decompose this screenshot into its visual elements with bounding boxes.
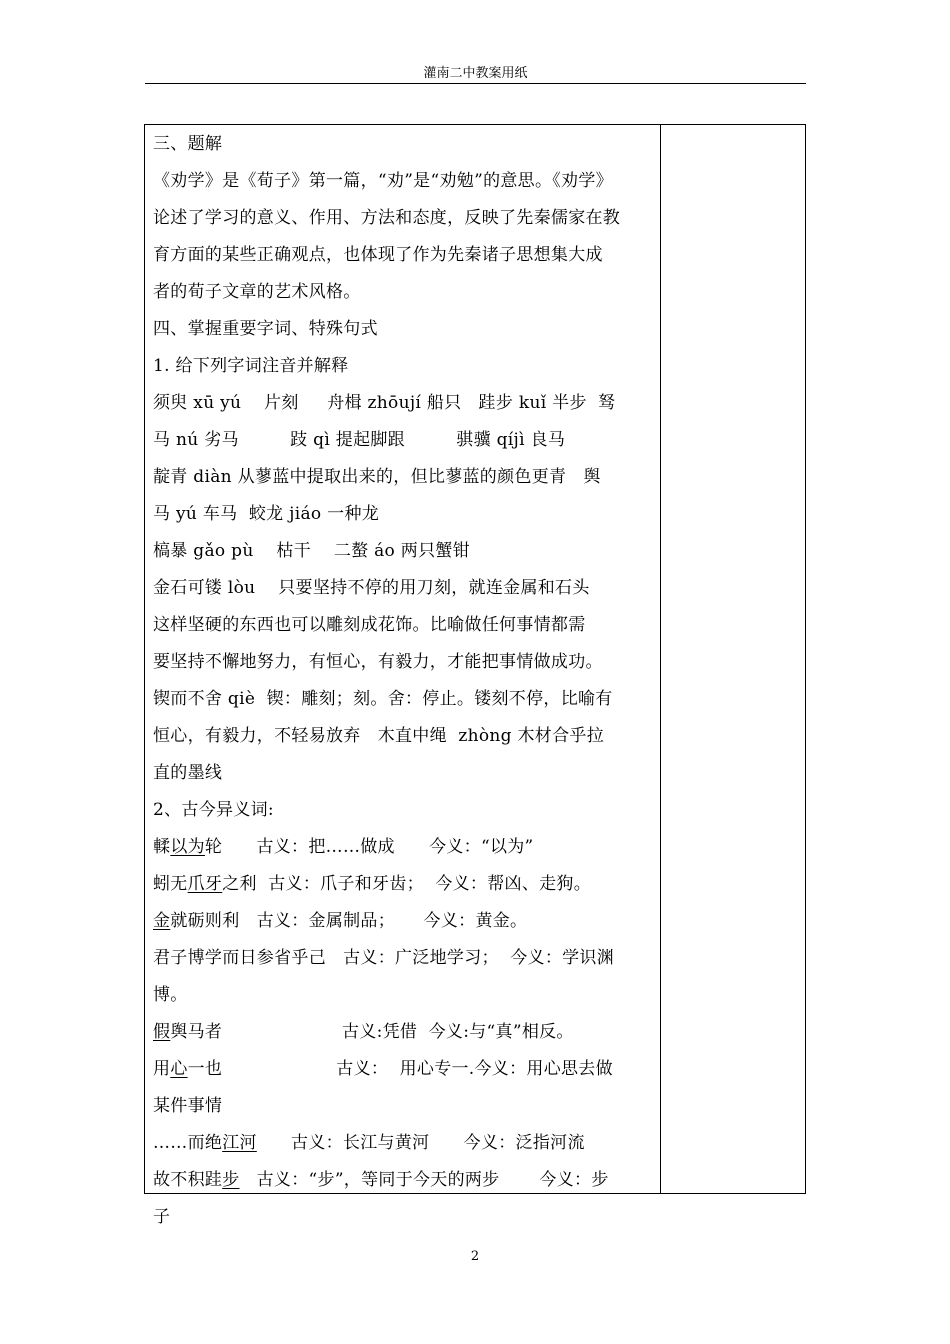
subsection-heading: 1. 给下列字词注音并解释 [153, 356, 349, 376]
subsection-heading: 2、古今异义词: [153, 800, 274, 820]
text-fragment: 就砺则利 古义：金属制品； 今义：黄金。 [170, 911, 528, 931]
vocab-line: 这样坚硬的东西也可以雕刻成花饰。比喻做任何事情都需 [153, 615, 586, 635]
ancient-modern-word-line: 君子博学而日参省乎己 古义：广泛地学习； 今义：学识渊 [153, 948, 615, 968]
header-rule [145, 83, 806, 84]
ancient-modern-word-line [153, 829, 655, 866]
underlined-term: 爪牙 [187, 874, 223, 894]
text-fragment: 蚓无 [153, 874, 188, 894]
text-fragment: 故不积跬 [153, 1170, 223, 1190]
ancient-modern-word-line: 某件事情 [153, 1096, 223, 1116]
vocab-line: 马 yú 车马 蛟龙 jiáo 一种龙 [153, 504, 380, 524]
vocab-line: 马 nú 劣马 跂 qì 提起脚跟 骐骥 qíjì 良马 [153, 430, 566, 450]
vocab-line: 要坚持不懈地努力，有恒心，有毅力，才能把事情做成功。 [153, 652, 603, 672]
page-number: 2 [470, 1249, 480, 1264]
text-fragment: ……而绝 [153, 1133, 223, 1153]
ancient-modern-word-line [153, 903, 655, 940]
ancient-modern-word-line [153, 1162, 655, 1199]
underlined-term: 步 [222, 1170, 240, 1190]
text-fragment: 用 [153, 1059, 171, 1079]
text-line: 《劝学》是《荀子》第一篇，“劝”是“劝勉”的意思。《劝学》 [153, 171, 613, 191]
underlined-term: 江河 [222, 1133, 257, 1153]
ancient-modern-word-line: 子 [153, 1207, 171, 1227]
text-fragment: 輮 [153, 837, 171, 857]
text-line: 育方面的某些正确观点，也体现了作为先秦诸子思想集大成 [153, 245, 603, 265]
text-line: 论述了学习的意义、作用、方法和态度，反映了先秦儒家在教 [153, 208, 621, 228]
vocab-line: 恒心，有毅力，不轻易放弃 木直中绳 zhòng 木材合乎拉 [153, 726, 604, 746]
ancient-modern-word-line [153, 1014, 655, 1051]
ancient-modern-word-line [153, 866, 655, 903]
underlined-term: 以为 [170, 837, 205, 857]
lesson-content [153, 126, 655, 1236]
underlined-term: 金 [153, 911, 171, 931]
vocab-line: 槁暴 gǎo pù 枯干 二螯 áo 两只蟹钳 [153, 541, 470, 561]
section-heading: 四、掌握重要字词、特殊句式 [153, 319, 378, 339]
text-fragment: 舆马者 古义:凭借 今义:与“真”相反。 [170, 1022, 574, 1042]
section-heading: 三、题解 [153, 134, 223, 154]
text-fragment: 古义：“步”，等同于今天的两步 今义：步 [239, 1170, 609, 1190]
underlined-term: 假 [153, 1022, 171, 1042]
text-fragment: 一也 古义： 用心专一.今义：用心思去做 [187, 1059, 613, 1079]
page-header-title: 灌南二中教案用纸 [423, 66, 528, 81]
vocab-line: 靛青 diàn 从蓼蓝中提取出来的，但比蓼蓝的颜色更青 舆 [153, 467, 601, 487]
vocab-line: 直的墨线 [153, 763, 223, 783]
ancient-modern-word-line: 博。 [153, 985, 188, 1005]
text-fragment: 轮 古义：把……做成 今义：“以为” [204, 837, 534, 857]
underlined-term: 心 [170, 1059, 188, 1079]
ancient-modern-word-line [153, 1125, 655, 1162]
text-fragment: 之利 古义：爪子和牙齿； 今义：帮凶、走狗。 [222, 874, 592, 894]
ancient-modern-word-line [153, 1051, 655, 1088]
vocab-line: 金石可镂 lòu 只要坚持不停的用刀刻，就连金属和石头 [153, 578, 590, 598]
vocab-line: 锲而不舍 qiè 锲：雕刻；刻。舍：停止。镂刻不停，比喻有 [153, 689, 613, 709]
vocab-line: 须臾 xū yú 片刻 舟楫 zhōují 船只 跬步 kuǐ 半步 驽 [153, 393, 616, 413]
table-column-divider [660, 125, 661, 1193]
text-fragment: 古义：长江与黄河 今义：泛指河流 [256, 1133, 585, 1153]
text-line: 者的荀子文章的艺术风格。 [153, 282, 361, 302]
